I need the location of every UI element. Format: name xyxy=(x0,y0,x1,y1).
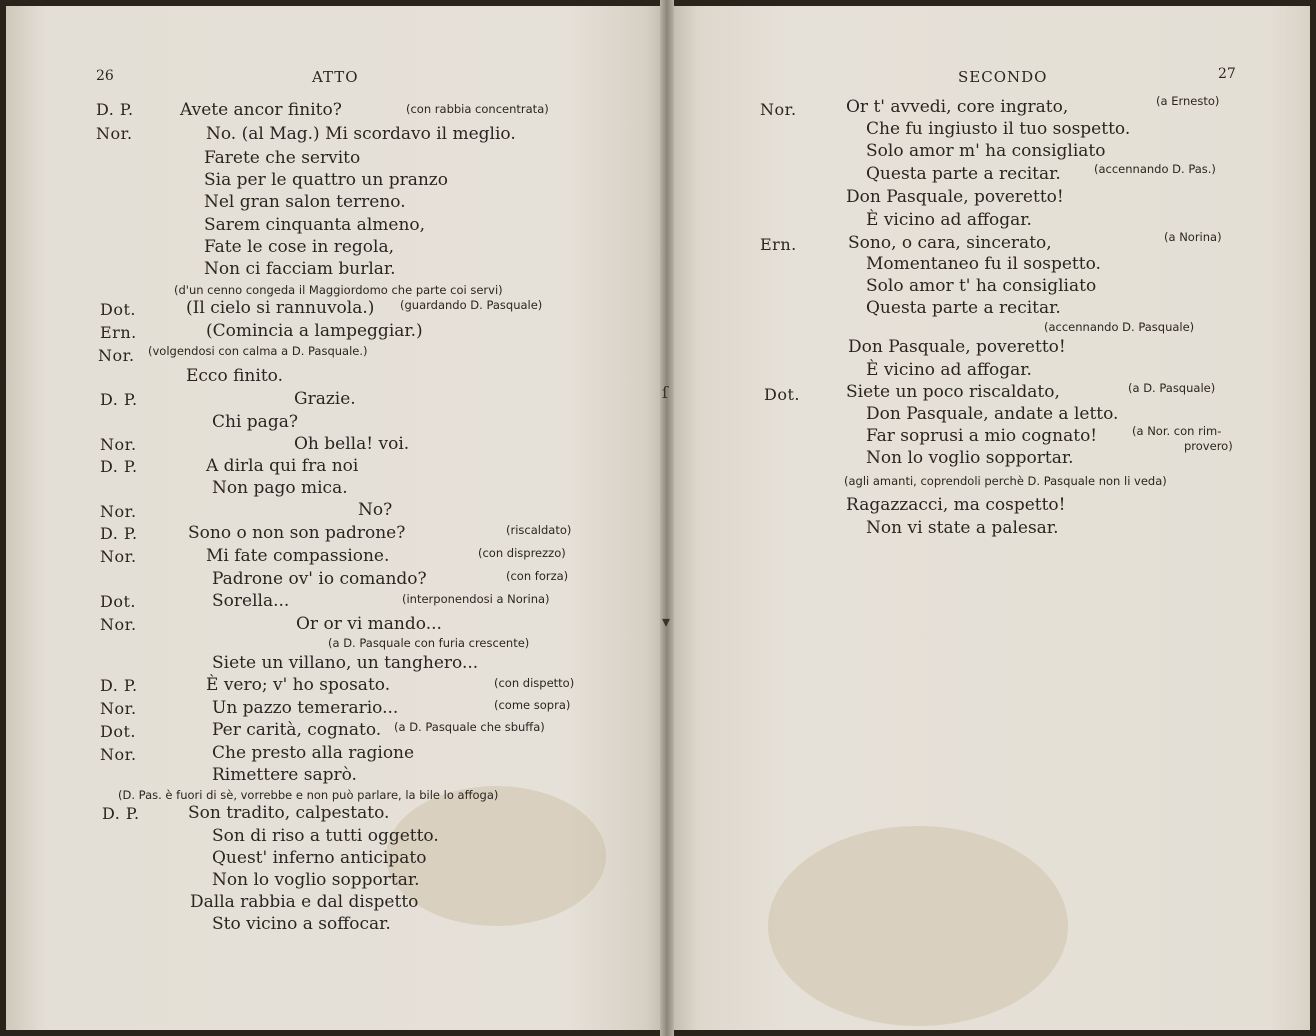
stage-direction: (a Norina) xyxy=(1164,230,1222,244)
stage-direction: (a D. Pasquale) xyxy=(1128,381,1216,395)
verse-line: Questa parte a recitar. xyxy=(866,298,1061,318)
verse-line: Sorella... xyxy=(212,591,290,611)
stage-direction: (a Ernesto) xyxy=(1156,94,1220,108)
verse-line: Questa parte a recitar. xyxy=(866,164,1061,184)
speaker: Dot. xyxy=(764,385,800,404)
verse-line: Per carità, cognato. xyxy=(212,720,382,740)
stage-direction: (riscaldato) xyxy=(506,523,572,537)
verse-line: Ecco finito. xyxy=(186,366,283,386)
verse-line: Che presto alla ragione xyxy=(212,743,415,763)
verse-line: No? xyxy=(358,500,393,520)
verse-line: Sto vicino a soffocar. xyxy=(212,914,391,934)
speaker: D. P. xyxy=(100,457,138,476)
verse-line: Sia per le quattro un pranzo xyxy=(204,170,448,190)
verse-line: Son di riso a tutti oggetto. xyxy=(212,826,439,846)
verse-line: Solo amor t' ha consigliato xyxy=(866,276,1097,296)
page-number: 27 xyxy=(1218,66,1236,82)
speaker: Nor. xyxy=(100,547,137,566)
verse-line: Or or vi mando... xyxy=(296,614,442,634)
verse-line: Chi paga? xyxy=(212,412,298,432)
speaker: Nor. xyxy=(100,502,137,521)
stage-direction: (interponendosi a Norina) xyxy=(402,592,550,606)
verse-line: Far soprusi a mio cognato! xyxy=(866,426,1098,446)
verse-line: Non vi state a palesar. xyxy=(866,518,1059,538)
speaker: Nor. xyxy=(100,745,137,764)
verse-line: Sarem cinquanta almeno, xyxy=(204,215,426,235)
verse-line: Padrone ov' io comando? xyxy=(212,569,427,589)
stage-direction: provero) xyxy=(1184,439,1233,453)
verse-line: Dalla rabbia e dal dispetto xyxy=(190,892,419,912)
speaker: Nor. xyxy=(100,435,137,454)
verse-line: Farete che servito xyxy=(204,148,361,168)
speaker: Dot. xyxy=(100,300,136,319)
verse-line: Sono o non son padrone? xyxy=(188,523,406,543)
verse-line: Un pazzo temerario... xyxy=(212,698,399,718)
speaker: Nor. xyxy=(100,699,137,718)
stage-direction: (a D. Pasquale che sbuffa) xyxy=(394,720,545,734)
stage-direction: (D. Pas. è fuori di sè, vorrebbe e non può parlare, la bile lo affoga) xyxy=(118,788,499,802)
speaker: Nor. xyxy=(98,346,135,365)
stage-direction: (d'un cenno congeda il Maggiordomo che parte coi servi) xyxy=(174,283,503,297)
speaker: Ern. xyxy=(100,323,137,342)
verse-line: Ragazzacci, ma cospetto! xyxy=(846,495,1066,515)
verse-line: Rimettere saprò. xyxy=(212,765,357,785)
verse-line: È vicino ad affogar. xyxy=(866,210,1032,230)
speaker: Ern. xyxy=(760,235,797,254)
verse-line: Grazie. xyxy=(294,389,356,409)
verse-line: Avete ancor finito? xyxy=(180,100,342,120)
stage-direction: (accennando D. Pasquale) xyxy=(1044,320,1195,334)
speaker: D. P. xyxy=(96,100,134,119)
ink-mark: ſ xyxy=(662,383,668,402)
page-number: 26 xyxy=(96,68,114,84)
verse-line: Non pago mica. xyxy=(212,478,348,498)
stage-direction: (a Nor. con rim- xyxy=(1132,424,1222,438)
verse-line: È vicino ad affogar. xyxy=(866,360,1032,380)
verse-line: Momentaneo fu il sospetto. xyxy=(866,254,1101,274)
verse-line: Siete un poco riscaldato, xyxy=(846,382,1060,402)
verse-line: Sono, o cara, sincerato, xyxy=(848,233,1052,253)
stage-direction: (con dispetto) xyxy=(494,676,575,690)
speaker: D. P. xyxy=(100,524,138,543)
verse-line: Fate le cose in regola, xyxy=(204,237,394,257)
speaker: Nor. xyxy=(96,124,133,143)
verse-line: (Il cielo si rannuvola.) xyxy=(186,298,375,318)
stage-direction: (guardando D. Pasquale) xyxy=(400,298,543,312)
speaker: Dot. xyxy=(100,722,136,741)
stage-direction: (con forza) xyxy=(506,569,569,583)
verse-line: (Comincia a lampeggiar.) xyxy=(206,321,423,341)
speaker: D. P. xyxy=(100,390,138,409)
left-page xyxy=(6,6,671,1030)
verse-line: Don Pasquale, poveretto! xyxy=(848,337,1066,357)
stage-direction: (agli amanti, coprendoli perchè D. Pasquale non li veda) xyxy=(844,474,1167,488)
verse-line: Don Pasquale, poveretto! xyxy=(846,187,1064,207)
running-header: SECONDO xyxy=(958,68,1048,86)
speaker: Dot. xyxy=(100,592,136,611)
verse-line: Don Pasquale, andate a letto. xyxy=(866,404,1119,424)
book-gutter xyxy=(660,0,674,1036)
paper-stain xyxy=(768,826,1068,1026)
verse-line: Solo amor m' ha consigliato xyxy=(866,141,1106,161)
speaker: Nor. xyxy=(760,100,797,119)
verse-line: Son tradito, calpestato. xyxy=(188,803,390,823)
stage-direction: (volgendosi con calma a D. Pasquale.) xyxy=(148,344,368,358)
verse-line: È vero; v' ho sposato. xyxy=(206,675,391,695)
verse-line: Nel gran salon terreno. xyxy=(204,192,406,212)
stage-direction: (a D. Pasquale con furia crescente) xyxy=(328,636,530,650)
right-page xyxy=(668,6,1310,1030)
stage-direction: (con rabbia concentrata) xyxy=(406,102,549,116)
speaker: D. P. xyxy=(102,804,140,823)
ink-mark: ▾ xyxy=(662,612,671,631)
verse-line: Che fu ingiusto il tuo sospetto. xyxy=(866,119,1131,139)
verse-line: A dirla qui fra noi xyxy=(206,456,359,476)
stage-direction: (con disprezzo) xyxy=(478,546,566,560)
verse-line: Non lo voglio sopportar. xyxy=(212,870,420,890)
verse-line: Or t' avvedi, core ingrato, xyxy=(846,97,1069,117)
speaker: D. P. xyxy=(100,676,138,695)
verse-line: Mi fate compassione. xyxy=(206,546,390,566)
running-header: ATTO xyxy=(312,68,359,86)
stage-direction: (come sopra) xyxy=(494,698,571,712)
stage-direction: (accennando D. Pas.) xyxy=(1094,162,1216,176)
verse-line: Non lo voglio sopportar. xyxy=(866,448,1074,468)
verse-line: No. (al Mag.) Mi scordavo il meglio. xyxy=(206,124,516,144)
speaker: Nor. xyxy=(100,615,137,634)
verse-line: Non ci facciam burlar. xyxy=(204,259,396,279)
verse-line: Quest' inferno anticipato xyxy=(212,848,427,868)
verse-line: Siete un villano, un tanghero... xyxy=(212,653,479,673)
verse-line: Oh bella! voi. xyxy=(294,434,410,454)
